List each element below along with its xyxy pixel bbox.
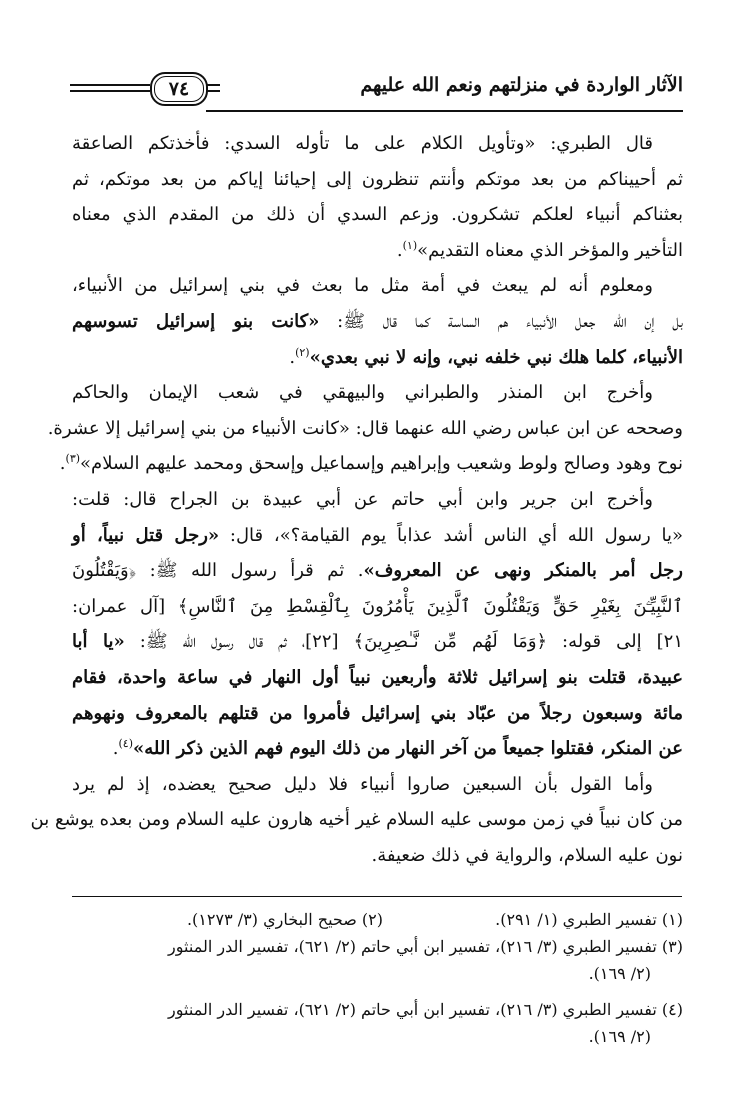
- header-rule: [206, 110, 683, 112]
- text-line: نون عليه السلام، والرواية في ذلك ضعيفة.: [371, 844, 683, 866]
- text-line: رجل أمر بالمنكر ونهى عن المعروف». ثم قرأ رسول الله ﷺ: ﴿وَيَقْتُلُونَ: [72, 560, 683, 582]
- text-line: «يا رسول الله أي الناس أشد عذاباً يوم القيامة؟»، قال: «رجل قتل نبياً، أو: [72, 524, 683, 546]
- footnote-ref: (٣): [65, 452, 81, 466]
- hadith-text: «كانت بنو إسرائيل تسوسهم: [72, 310, 320, 332]
- page-header: [70, 70, 683, 110]
- text-line: وأخرج ابن جرير وابن أبي حاتم عن أبي عبيدة بن الجراح قال: قلت:: [72, 488, 653, 510]
- footnote-3: (٣) تفسير الطبري (٣/ ٢١٦)، تفسير ابن أبي حاتم (٢/ ٦٢١)، تفسير الدر المنثور: [168, 937, 683, 956]
- footnote-2: (٢) صحيح البخاري (٣/ ١٢٧٣).: [186, 910, 383, 929]
- text-line: مائة وسبعون رجلاً من عبّاد بني إسرائيل فأمروا من قتلهم بالمعروف ونهوهم: [72, 702, 683, 724]
- footnote-ref: (١): [402, 238, 418, 252]
- hadith-text: «يا أبا: [72, 631, 125, 653]
- hadith-text: «رجل قتل نبياً، أو: [72, 524, 220, 546]
- text-line: ثم أحييناكم من بعد موتكم وأنتم تنظرون إلى إحيائنا إياكم من بعد موتكم، ثم: [72, 168, 683, 190]
- text-line: الأنبياء، كلما هلك نبي خلفه نبي، وإنه لا نبي بعدي»$^{(٢)}$.: [289, 345, 683, 368]
- footnote-ref: (٤): [118, 737, 133, 751]
- footnote-row: [72, 906, 683, 933]
- header-double-rule: [206, 90, 220, 92]
- text-line: من كان نبياً في زمن موسى عليه السلام غير أخيه هارون عليه السلام ومن بعده يوشع بن: [30, 809, 683, 831]
- footnote-3-cont: (٢/ ١٦٩).: [588, 964, 651, 983]
- text-line: قال الطبري: «وتأويل الكلام على ما تأوله السدي: فأخذتكم الصاعقة: [72, 133, 653, 154]
- text-line: وأخرج ابن المنذر والطبراني والبيهقي في شعب الإيمان والحاكم: [72, 382, 653, 404]
- text-line: عبيدة، قتلت بنو إسرائيل ثلاثة وأربعين نبياً أول النهار في ساعة واحدة، فقام: [72, 666, 683, 688]
- footnote-1: (١) تفسير الطبري (١/ ٢٩١).: [495, 910, 683, 929]
- main-text: [30, 126, 683, 873]
- footnote-separator: [72, 896, 682, 897]
- footnote-4: (٤) تفسير الطبري (٣/ ٢١٦)، تفسير ابن أبي حاتم (٢/ ٦٢١)، تفسير الدر المنثور: [168, 1000, 683, 1019]
- page-number-badge: [150, 72, 208, 106]
- hadith-text: الأنبياء، كلما هلك نبي خلفه نبي، وإنه لا نبي بعدي»: [309, 346, 683, 368]
- quran-verse-line: ٱلنَّبِيِّـۧنَ بِغَيْرِ حَقٍّ وَيَقْتُلُونَ ٱلَّذِينَ يَأْمُرُونَ بِٱلْقِسْطِ مِنَ ٱلنَّاسِ﴾ [آل عمران:: [72, 595, 683, 617]
- text-line: التأخير والمؤخر الذي معناه التقديم»$^{(١)}$.: [396, 238, 683, 261]
- page-number: ٧٤: [168, 78, 190, 100]
- text-line: بل إن الله جعل الأنبياء هم الساسة كما قال ﷺ: «كانت بنو إسرائيل تسوسهم: [72, 310, 683, 332]
- hadith-text: رجل أمر بالمنكر ونهى عن المعروف»: [363, 560, 683, 582]
- footnotes: [72, 906, 683, 1050]
- text-line: وصححه عن ابن عباس رضي الله عنهما قال: «كانت الأنبياء من بني إسرائيل إلا عشرة.: [47, 417, 683, 439]
- text-line: عن المنكر، فقتلوا جميعاً من آخر النهار من ذلك اليوم فهم الذين ذكر الله»$^{(٤)}$.: [112, 737, 683, 760]
- footnote-4-cont: (٢/ ١٦٩).: [588, 1027, 651, 1046]
- running-title: الآثار الواردة في منزلتهم ونعم الله عليهم: [360, 74, 683, 96]
- footnote-ref: (٢): [295, 345, 310, 359]
- text-line: نوح وهود وصالح ولوط وشعيب وإبراهيم وإسماعيل وإسحق ومحمد عليهم السلام»$^{(٣)}$.: [59, 452, 683, 475]
- text-line: ومعلوم أنه لم يبعث في أمة مثل ما بعث في بني إسرائيل من الأنبياء،: [72, 275, 653, 297]
- text-line: بعثناكم أنبياء لعلكم تشكرون. وزعم السدي أن ذلك من المقدم الذي معناه: [72, 204, 683, 226]
- header-double-rule: [206, 84, 220, 86]
- header-double-rule: [70, 84, 150, 86]
- text-line: ٢١] إلى قوله: ﴿وَمَا لَهُم مِّن نَّـٰصِرِينَ﴾ [٢٢]، ثم قال رسول الله ﷺ: «يا أبا: [72, 631, 683, 653]
- text-line: وأما القول بأن السبعين صاروا أنبياء فلا دليل صحيح يعضده، إذ لم يرد: [72, 773, 653, 795]
- header-double-rule: [70, 90, 150, 92]
